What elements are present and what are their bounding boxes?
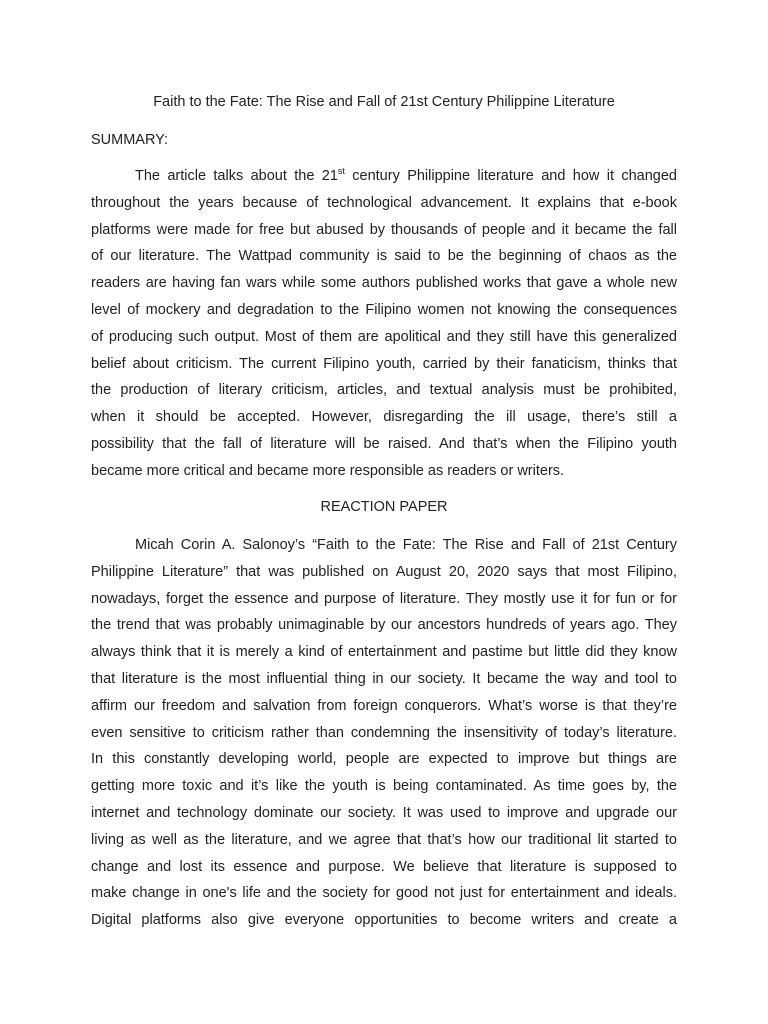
reaction-line: nowadays, forget the essence and purpose of literature. They mostly use it for fun or for xyxy=(91,590,677,607)
reaction-line: In this constantly developing world, people are expected to improve but things are xyxy=(91,751,677,768)
summary-line: possibility that the fall of literature will be raised. And that’s when the Filipino youth xyxy=(91,435,677,452)
summary-line-text: century Philippine literature and how it changed xyxy=(344,168,677,184)
document-title: Faith to the Fate: The Rise and Fall of 21st Century Philippine Literature xyxy=(153,94,615,110)
reaction-line: affirm our freedom and salvation from foreign conquerors. What’s worse is that they’re xyxy=(91,697,677,714)
summary-line: platforms were made for free but abused by thousands of people and it became the fall xyxy=(91,221,677,238)
reaction-line: the trend that was probably unimaginable by our ancestors hundreds of years ago. They xyxy=(91,617,677,634)
summary-line-text: The article talks about the 21 xyxy=(135,168,338,184)
reaction-line: Digital platforms also give everyone opportunities to become writers and create a xyxy=(91,912,677,929)
reaction-line: getting more toxic and it’s like the youth is being contaminated. As time goes by, the xyxy=(91,778,677,795)
summary-line: of our literature. The Wattpad community is said to be the beginning of chaos as the xyxy=(91,248,677,265)
summary-line: belief about criticism. The current Filipino youth, carried by their fanaticism, thinks that xyxy=(91,355,677,372)
summary-line: of producing such output. Most of them are apolitical and they still have this generalized xyxy=(91,328,677,345)
reaction-line: Philippine Literature” that was published on August 20, 2020 says that most Filipino, xyxy=(91,563,677,580)
reaction-line: living as well as the literature, and we agree that that’s how our traditional lit started to xyxy=(91,831,677,848)
summary-line: became more critical and became more responsible as readers or writers. xyxy=(91,462,565,479)
summary-paragraph xyxy=(91,163,677,485)
summary-line xyxy=(91,163,677,190)
summary-line: readers are having fan wars while some authors published works that gave a whole new xyxy=(91,275,677,292)
reaction-line: change and lost its essence and purpose. We believe that literature is supposed to xyxy=(91,858,677,875)
ordinal-superscript: st xyxy=(337,166,345,176)
reaction-line: always think that it is merely a kind of entertainment and pastime but little did they know xyxy=(91,644,677,661)
summary-line: level of mockery and degradation to the Filipino women not knowing the consequences xyxy=(91,301,677,318)
summary-line: throughout the years because of technological advancement. It explains that e-book xyxy=(91,194,677,211)
reaction-line: Micah Corin A. Salonoy’s “Faith to the Fate: The Rise and Fall of 21st Century xyxy=(135,537,677,553)
reaction-line: even sensitive to criticism rather than condemning the insensitivity of today’s literature. xyxy=(91,724,677,741)
reaction-line: make change in one's life and the society for good not just for entertainment and ideals. xyxy=(91,885,677,902)
summary-line: when it should be accepted. However, disregarding the ill usage, there’s still a xyxy=(91,409,677,426)
summary-heading: SUMMARY: xyxy=(91,132,169,148)
reaction-line: that literature is the most influential thing in our society. It became the way and tool to xyxy=(91,670,677,687)
reaction-line: internet and technology dominate our society. It was used to improve and upgrade our xyxy=(91,804,677,821)
reaction-paragraph xyxy=(91,532,677,934)
reaction-heading: REACTION PAPER xyxy=(320,499,448,515)
summary-line: the production of literary criticism, articles, and textual analysis must be prohibited, xyxy=(91,382,677,399)
